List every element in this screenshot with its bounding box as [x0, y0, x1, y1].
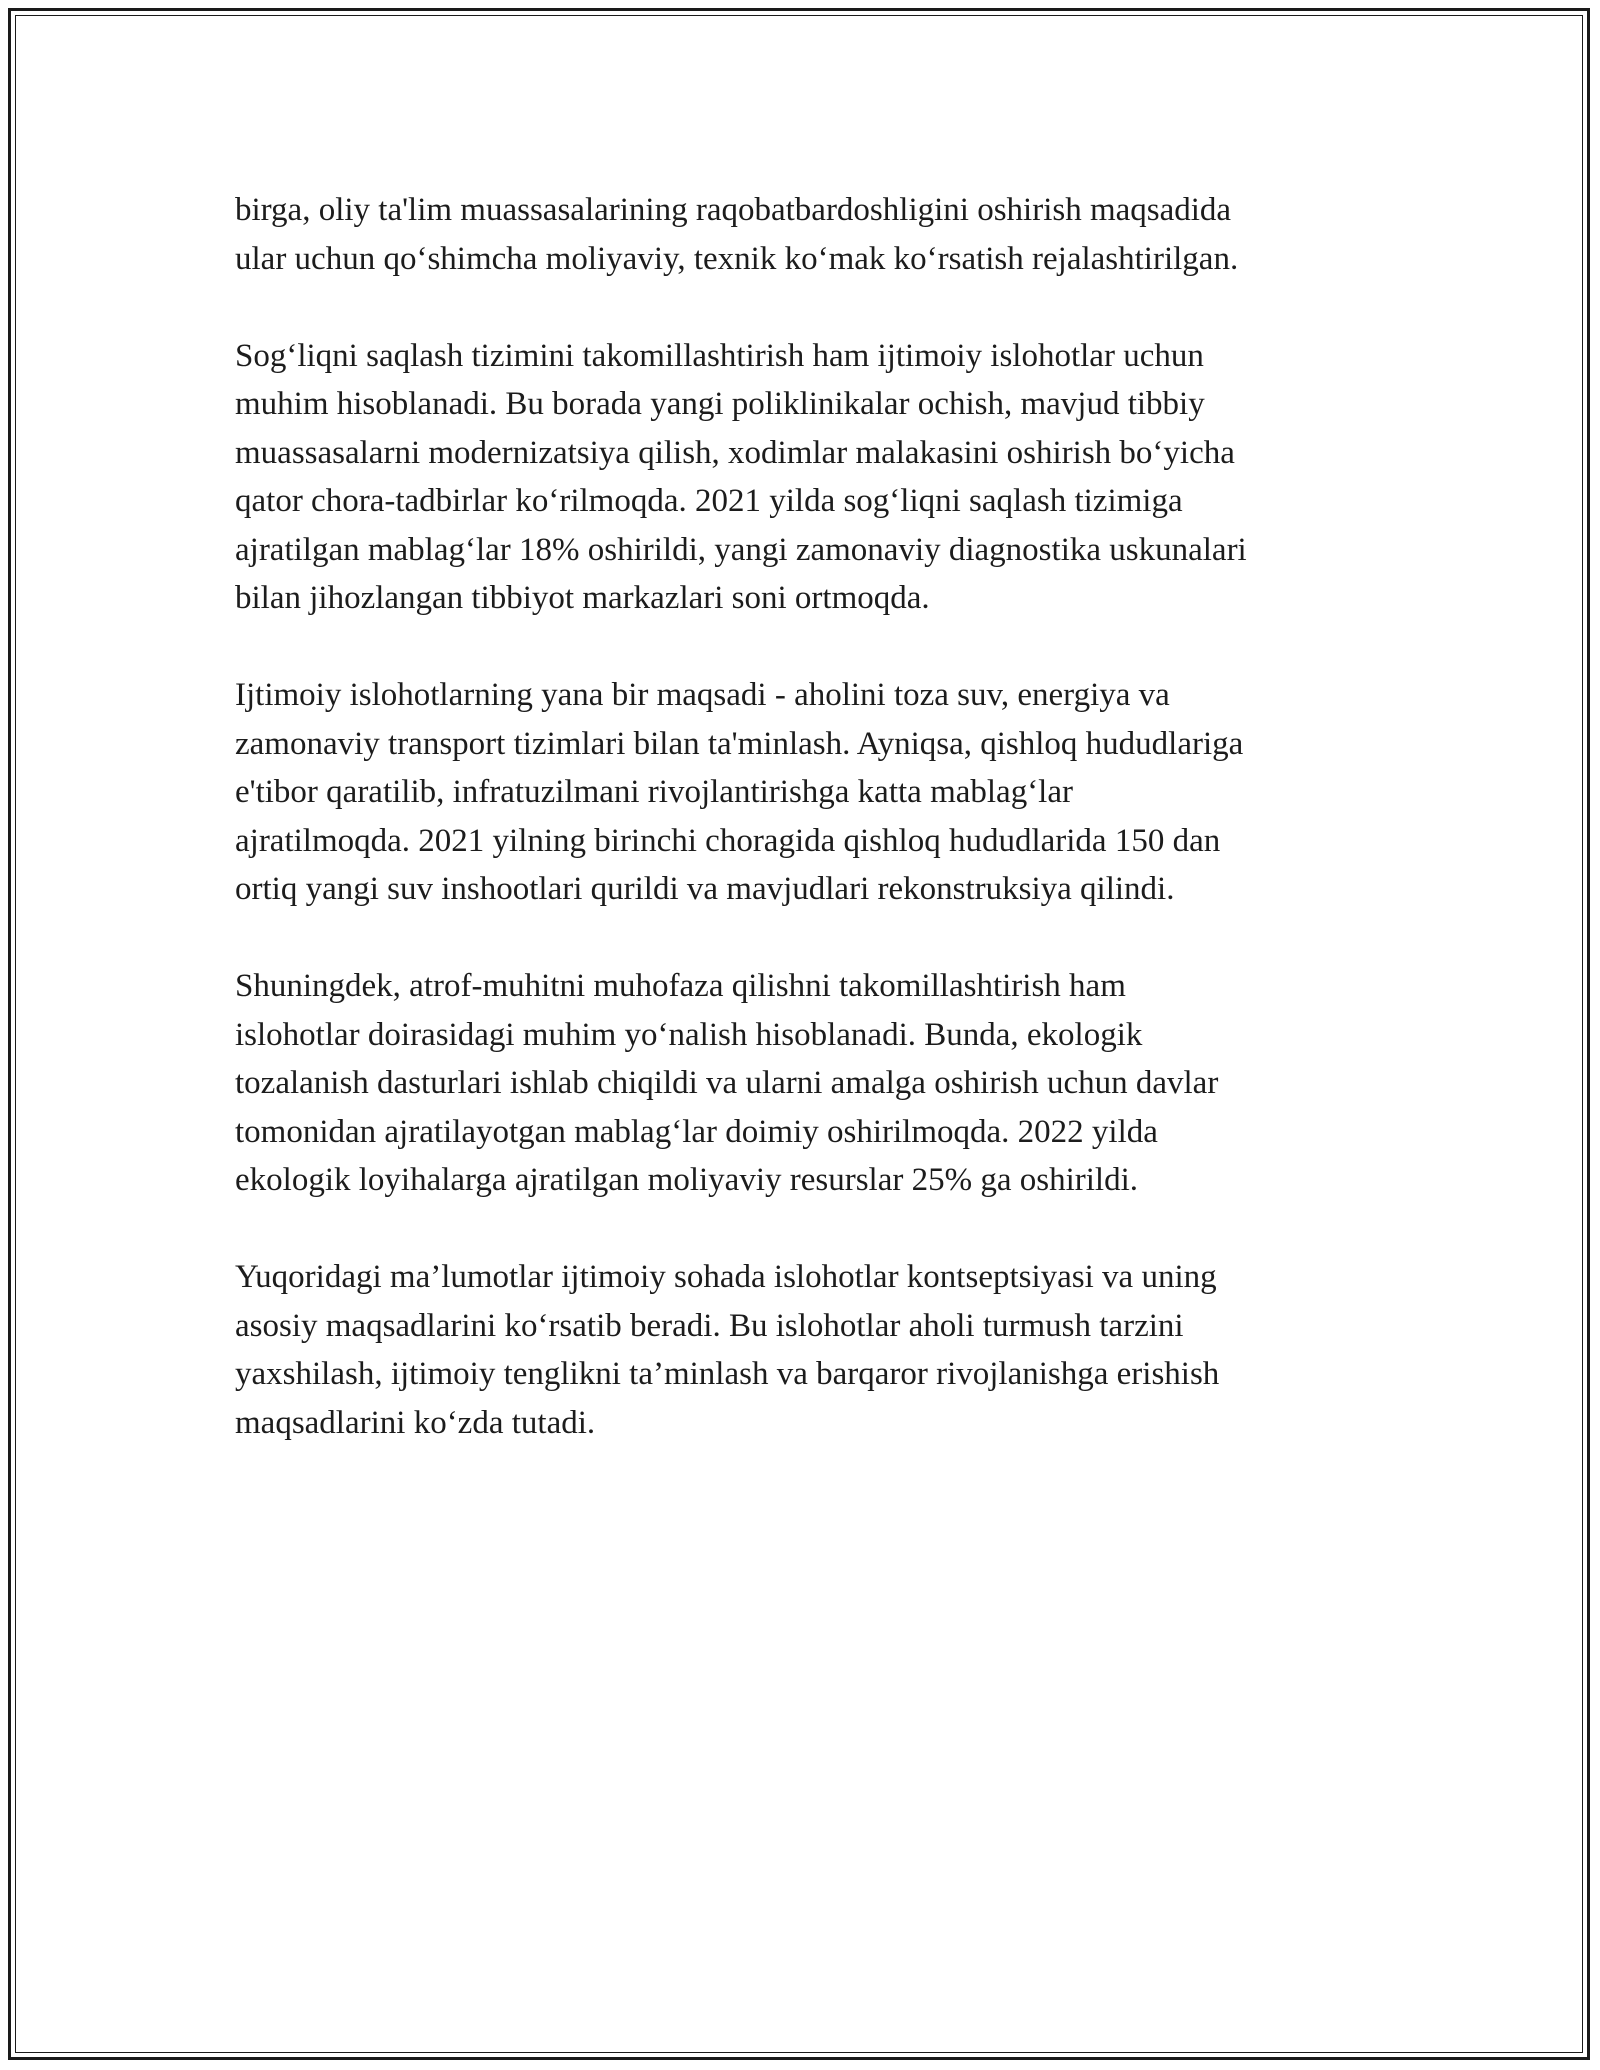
text-line: muhim hisoblanadi. Bu borada yangi poliklinikalar ochish, mavjud tibbiy: [235, 386, 1205, 422]
text-line: ekologik loyihalarga ajratilgan moliyaviy resurslar 25% ga oshirildi.: [235, 1162, 1139, 1198]
text-line: tozalanish dasturlari ishlab chiqildi va ularni amalga oshirish uchun davlar: [235, 1065, 1219, 1101]
text-line: Shuningdek, atrof-muhitni muhofaza qilishni takomillashtirish ham: [235, 968, 1126, 1004]
text-line: ajratilmoqda. 2021 yilning birinchi choragida qishloq hududlarida 150 dan: [235, 822, 1221, 859]
text-line: birga, oliy ta'lim muassasalarining raqobatbardoshligini oshirish maqsadida: [235, 192, 1232, 228]
text-line: ortiq yangi suv inshootlari qurildi va mavjudlari rekonstruksiya qilindi.: [235, 871, 1175, 907]
text-line: tomonidan ajratilayotgan mablag‘lar doimiy oshirilmoqda. 2022 yilda: [235, 1113, 1158, 1150]
text-line: ular uchun qo‘shimcha moliyaviy, texnik ko‘mak ko‘rsatish rejalashtirilgan.: [235, 240, 1239, 277]
paragraph-1: [235, 186, 1380, 283]
text-line: zamonaviy transport tizimlari bilan ta'minlash. Ayniqsa, qishloq hududlariga: [235, 725, 1244, 762]
text-line: qator chora-tadbirlar ko‘rilmoqda. 2021 yilda sog‘liqni saqlash tizimiga: [235, 483, 1183, 519]
text-line: Ijtimoiy islohotlarning yana bir maqsadi - aholini toza suv, energiya va: [235, 677, 1170, 713]
text-line: ajratilgan mablag‘lar 18% oshirildi, yangi zamonaviy diagnostika uskunalari: [235, 531, 1247, 568]
paragraph-5: [235, 1253, 1380, 1447]
paragraph-2: [235, 332, 1380, 623]
text-line: e'tibor qaratilib, infratuzilmani rivojlantirishga katta mablag‘lar: [235, 774, 1073, 810]
text-line: maqsadlarini ko‘zda tutadi.: [235, 1404, 596, 1441]
text-line: yaxshilash, ijtimoiy tenglikni ta’minlash va barqaror rivojlanishga erishish: [235, 1356, 1220, 1392]
text-line: islohotlar doirasidagi muhim yo‘nalish hisoblanadi. Bunda, ekologik: [235, 1016, 1143, 1053]
text-line: Yuqoridagi ma’lumotlar ijtimoiy sohada islohotlar kontseptsiyasi va uning: [235, 1259, 1217, 1295]
paragraph-3: [235, 671, 1380, 914]
paragraph-4: [235, 962, 1380, 1205]
text-line: bilan jihozlangan tibbiyot markazlari soni ortmoqda.: [235, 580, 930, 616]
text-line: asosiy maqsadlarini ko‘rsatib beradi. Bu islohotlar aholi turmush tarzini: [235, 1307, 1184, 1344]
text-line: muassasalarni modernizatsiya qilish, xodimlar malakasini oshirish bo‘yicha: [235, 434, 1235, 471]
text-line: Sog‘liqni saqlash tizimini takomillashtirish ham ijtimoiy islohotlar uchun: [235, 337, 1204, 374]
document-body: [235, 186, 1380, 1496]
